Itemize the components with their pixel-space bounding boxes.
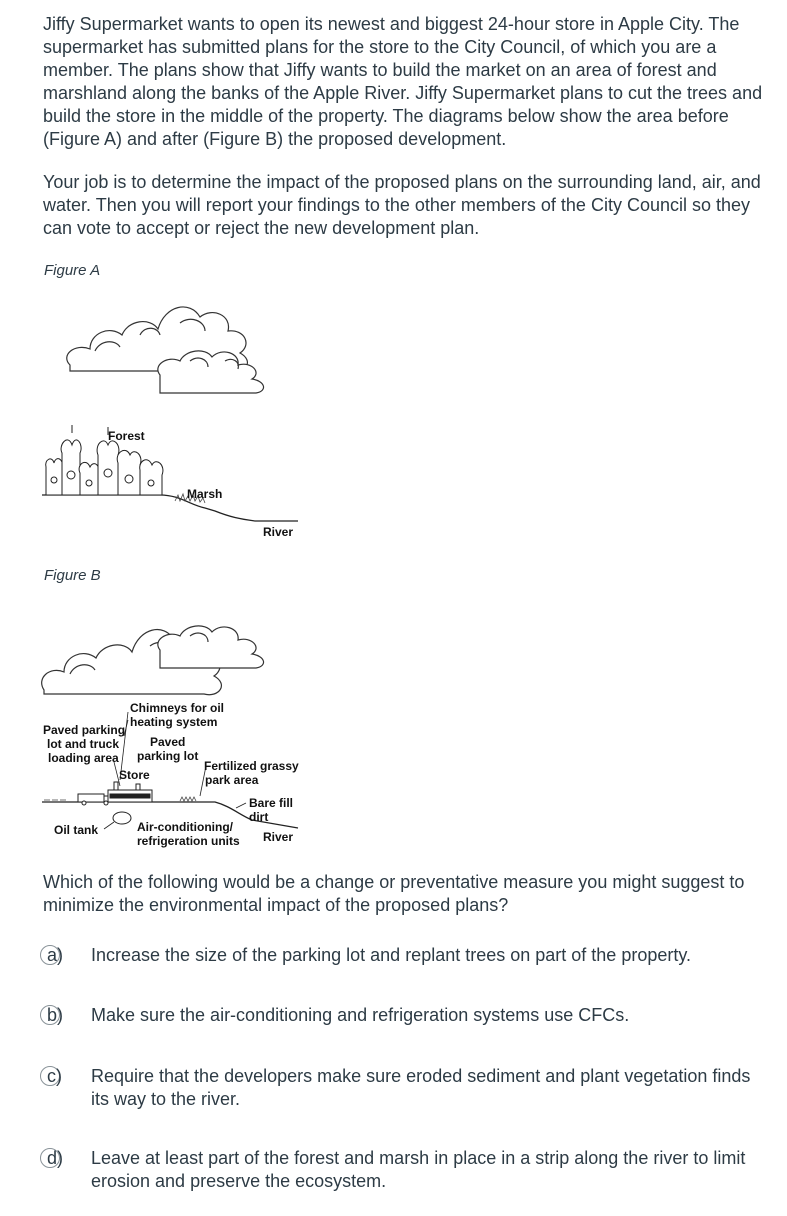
grassy-park-icon xyxy=(180,797,196,801)
cloud-illustration xyxy=(42,626,264,695)
oil-tank-icon xyxy=(113,812,131,824)
intro-paragraph-1: Jiffy Supermarket wants to open its newest and biggest 24-hour store in Apple City. The supermarket has submitted plans for the store to the City Council, of which you are a member. The plans show that Jiffy wants to build the market on an area of forest and marshland along the banks of the Apple River. Jiffy Supermarket plans to cut the trees and build the store in the middle of the property. The diagrams below show the area before (Figure A) and after (Figure B) the proposed development. xyxy=(43,14,763,149)
option-a-text: Increase the size of the parking lot and replant trees on part of the property. xyxy=(91,945,692,965)
figure-b-diagram xyxy=(40,600,300,855)
option-d-letter: d) xyxy=(47,1148,64,1168)
grassy-park-label-1: Fertilized grassy xyxy=(204,759,299,773)
option-c-letter: c) xyxy=(47,1066,62,1086)
option-d-text: Leave at least part of the forest and marsh in place in a strip along the river to limit erosion and preserve the ecosystem. xyxy=(91,1148,746,1191)
option-a-letter: a) xyxy=(47,945,64,965)
paved-lot-label-3: loading area xyxy=(48,751,119,765)
chimneys-label-2: heating system xyxy=(130,715,218,729)
option-c[interactable] xyxy=(40,1065,770,1111)
option-a[interactable] xyxy=(40,944,770,967)
chimneys-label-1: Chimneys for oil xyxy=(130,701,225,715)
paved-parking-label-2: parking lot xyxy=(137,749,199,763)
forest-label: Forest xyxy=(108,429,145,443)
figure-a-title: Figure A xyxy=(44,262,101,279)
figure-b-title: Figure B xyxy=(44,567,101,584)
store-label: Store xyxy=(119,768,150,782)
river-label: River xyxy=(263,830,294,844)
bare-dirt-label-2: dirt xyxy=(249,810,269,824)
intro-paragraph-2: Your job is to determine the impact of the proposed plans on the surrounding land, air, and water. Then you will report your findings to the other members of the City Council so they can vote to accept or reject the new development plan. xyxy=(43,172,761,238)
forest-trees xyxy=(46,425,163,495)
option-d[interactable] xyxy=(40,1147,770,1193)
marsh-label: Marsh xyxy=(187,487,223,501)
option-c-text: Require that the developers make sure eroded sediment and plant vegetation finds its way to the river. xyxy=(91,1066,751,1109)
ac-units-label-2: refrigeration units xyxy=(137,834,240,848)
question-text: Which of the following would be a change or preventative measure you might suggest to minimize the environmental impact of the proposed plans? xyxy=(43,872,745,915)
option-b-text: Make sure the air-conditioning and refrigeration systems use CFCs. xyxy=(91,1005,630,1025)
river-label: River xyxy=(263,525,294,539)
paved-parking-label-1: Paved xyxy=(150,735,186,749)
truck-icon xyxy=(78,794,112,805)
cloud-illustration xyxy=(67,307,264,393)
figure-a-diagram xyxy=(40,295,300,545)
option-b-letter: b) xyxy=(47,1005,64,1025)
paved-lot-label-2: lot and truck xyxy=(47,737,120,751)
grassy-park-label-2: park area xyxy=(205,773,259,787)
option-b[interactable] xyxy=(40,1004,770,1027)
oil-tank-label: Oil tank xyxy=(54,823,99,837)
store-building-icon xyxy=(108,782,152,802)
paved-lot-label-1: Paved parking xyxy=(43,723,126,737)
bare-dirt-label-1: Bare fill xyxy=(249,796,294,810)
ac-units-label-1: Air-conditioning/ xyxy=(137,820,233,834)
